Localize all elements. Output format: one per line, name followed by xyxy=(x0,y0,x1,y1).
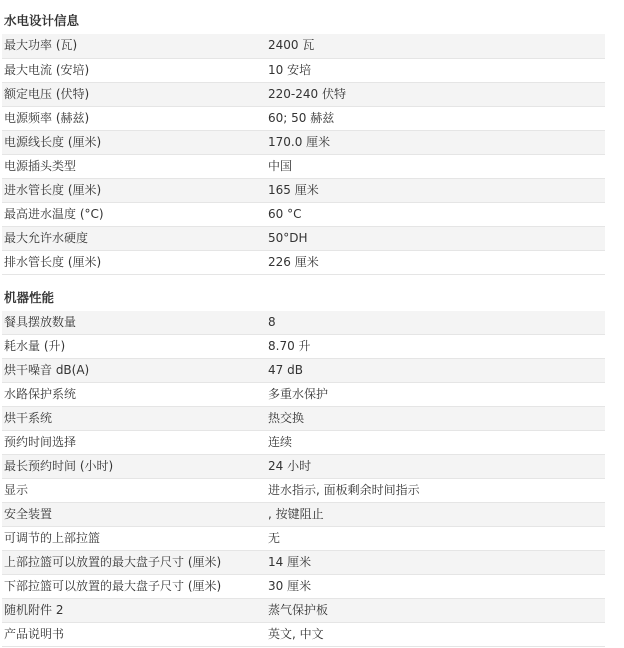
table-row xyxy=(2,106,605,130)
table-row xyxy=(2,383,605,407)
spec-label: 最大电流 (安培) xyxy=(2,58,260,82)
spec-label: 烘干噪音 dB(A) xyxy=(2,359,260,383)
table-row xyxy=(2,226,605,250)
table-row xyxy=(2,575,605,599)
table-row xyxy=(2,527,605,551)
spec-label: 耗水量 (升) xyxy=(2,335,260,359)
table-row xyxy=(2,431,605,455)
spec-label: 排水管长度 (厘米) xyxy=(2,250,260,274)
spec-label: 可调节的上部拉篮 xyxy=(2,527,260,551)
spec-value: 60; 50 赫兹 xyxy=(260,106,605,130)
spec-value: 170.0 厘米 xyxy=(260,130,605,154)
table-row xyxy=(2,623,605,647)
spec-label: 烘干系统 xyxy=(2,407,260,431)
table-row xyxy=(2,335,605,359)
spec-value: 蒸气保护板 xyxy=(260,599,605,623)
spec-table-performance xyxy=(2,311,605,648)
spec-label: 餐具摆放数量 xyxy=(2,311,260,335)
spec-label: 显示 xyxy=(2,479,260,503)
spec-value: 英文, 中文 xyxy=(260,623,605,647)
spec-label: 电源线长度 (厘米) xyxy=(2,130,260,154)
table-row xyxy=(2,479,605,503)
table-row xyxy=(2,154,605,178)
spec-value: 连续 xyxy=(260,431,605,455)
spec-label: 下部拉篮可以放置的最大盘子尺寸 (厘米) xyxy=(2,575,260,599)
spec-value: 50°DH xyxy=(260,226,605,250)
spec-label: 安全装置 xyxy=(2,503,260,527)
spec-value: , 按键阻止 xyxy=(260,503,605,527)
table-row xyxy=(2,58,605,82)
spec-value: 30 厘米 xyxy=(260,575,605,599)
table-row xyxy=(2,82,605,106)
spec-label: 额定电压 (伏特) xyxy=(2,82,260,106)
spec-label: 最长预约时间 (小时) xyxy=(2,455,260,479)
spec-sheet xyxy=(2,0,605,647)
spec-label: 进水管长度 (厘米) xyxy=(2,178,260,202)
table-row xyxy=(2,407,605,431)
spec-label: 电源插头类型 xyxy=(2,154,260,178)
section-spacer xyxy=(2,275,605,285)
spec-value: 226 厘米 xyxy=(260,250,605,274)
spec-value: 14 厘米 xyxy=(260,551,605,575)
spec-label: 产品说明书 xyxy=(2,623,260,647)
spec-value: 无 xyxy=(260,527,605,551)
spec-value: 165 厘米 xyxy=(260,178,605,202)
section-title-performance: 机器性能 xyxy=(4,289,55,305)
spec-label: 电源频率 (赫兹) xyxy=(2,106,260,130)
table-row xyxy=(2,178,605,202)
spec-value: 47 dB xyxy=(260,359,605,383)
table-row xyxy=(2,311,605,335)
spec-label: 最高进水温度 (°C) xyxy=(2,202,260,226)
spec-label: 预约时间选择 xyxy=(2,431,260,455)
spec-value: 2400 瓦 xyxy=(260,34,605,58)
spec-value: 10 安培 xyxy=(260,58,605,82)
table-row xyxy=(2,130,605,154)
spec-value: 220-240 伏特 xyxy=(260,82,605,106)
table-row xyxy=(2,250,605,274)
table-row xyxy=(2,503,605,527)
table-row xyxy=(2,599,605,623)
spec-table-electrical xyxy=(2,34,605,275)
table-row xyxy=(2,359,605,383)
spec-value: 进水指示, 面板剩余时间指示 xyxy=(260,479,605,503)
table-row xyxy=(2,34,605,58)
spec-label: 最大允许水硬度 xyxy=(2,226,260,250)
spec-value: 多重水保护 xyxy=(260,383,605,407)
spec-value: 24 小时 xyxy=(260,455,605,479)
spec-value: 8.70 升 xyxy=(260,335,605,359)
spec-value: 热交换 xyxy=(260,407,605,431)
table-row xyxy=(2,551,605,575)
spec-value: 60 °C xyxy=(260,202,605,226)
spec-label: 水路保护系统 xyxy=(2,383,260,407)
spec-label: 上部拉篮可以放置的最大盘子尺寸 (厘米) xyxy=(2,551,260,575)
table-row xyxy=(2,455,605,479)
section-title-electrical: 水电设计信息 xyxy=(4,13,80,28)
spec-value: 中国 xyxy=(260,154,605,178)
table-row xyxy=(2,202,605,226)
spec-label: 最大功率 (瓦) xyxy=(2,34,260,58)
spec-label: 随机附件 2 xyxy=(2,599,260,623)
spec-value: 8 xyxy=(260,311,605,335)
